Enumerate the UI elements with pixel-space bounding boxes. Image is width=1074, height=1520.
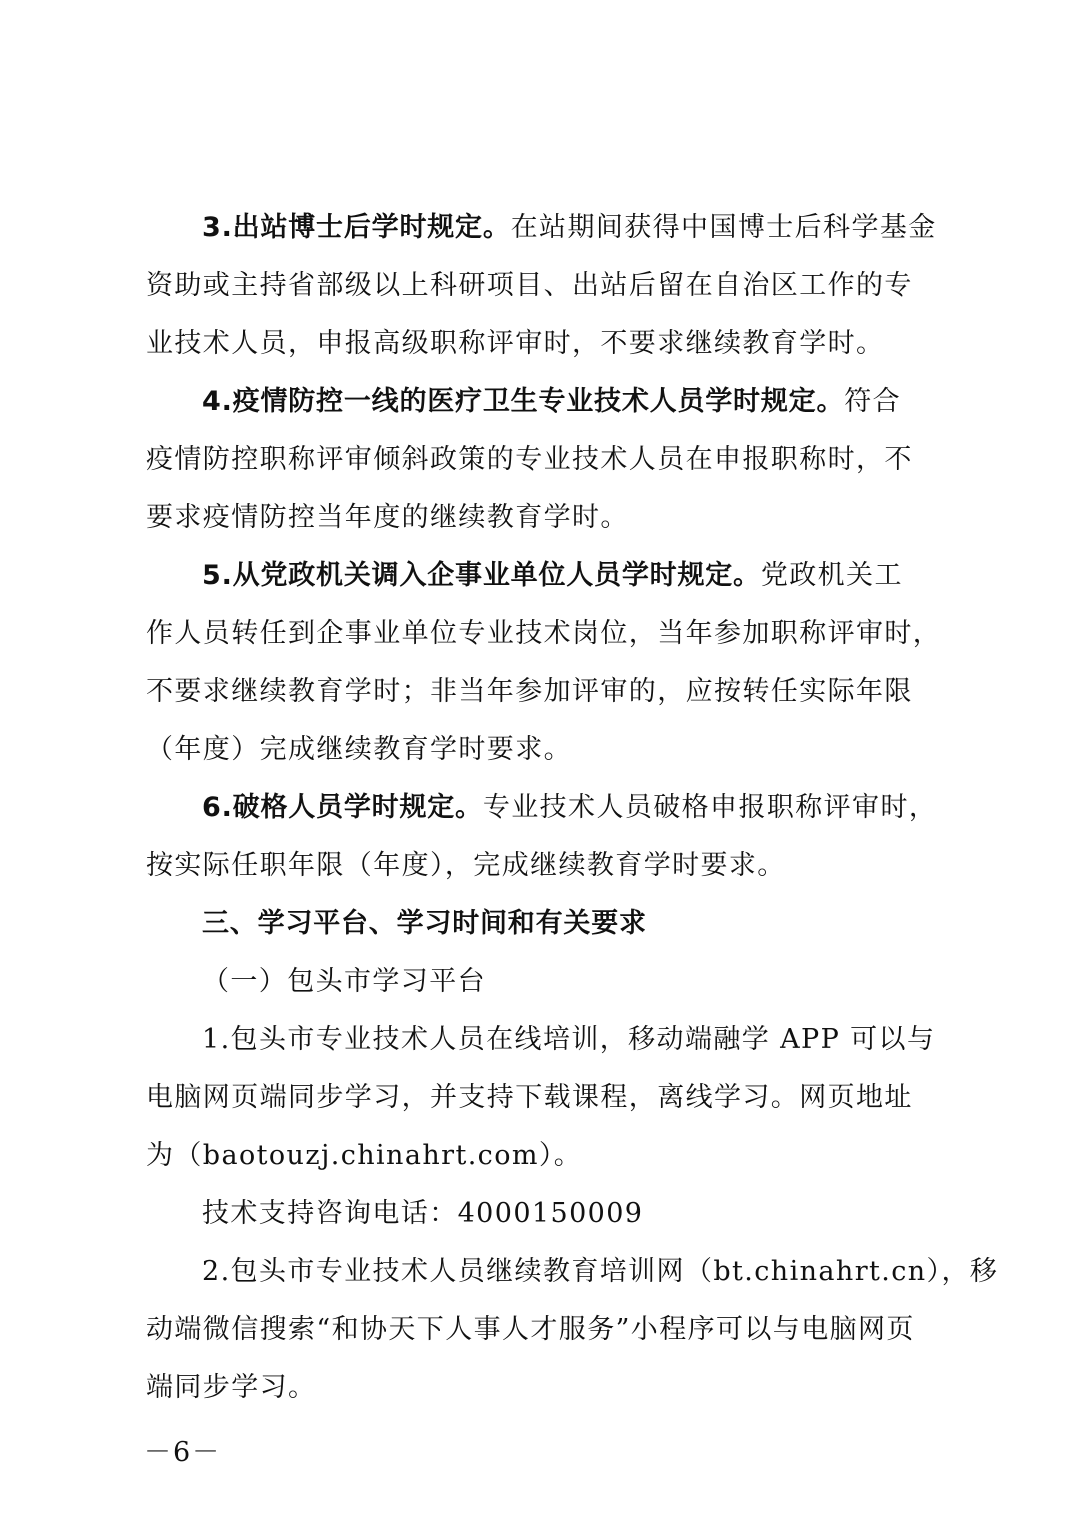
- clause-4-text-3: 要求疫情防控当年度的继续教育学时。: [146, 502, 629, 533]
- platform-item-2-line-2: 动端微信搜索“和协天下人事人才服务”小程序可以与电脑网页: [146, 1314, 915, 1345]
- clause-3-lead: 3.出站博士后学时规定。: [202, 212, 511, 243]
- clause-6-text-2: 按实际任职年限（年度），完成继续教育学时要求。: [146, 850, 786, 881]
- subsection-heading: （一）包头市学习平台: [202, 966, 486, 997]
- clause-5-line-1: [146, 547, 934, 605]
- section-heading: 三、学习平台、学习时间和有关要求: [202, 908, 647, 939]
- clause-5: [146, 547, 942, 779]
- support-phone: [146, 1185, 934, 1243]
- clause-6-lead: 6.破格人员学时规定。: [202, 792, 483, 823]
- platform-item-2-line-1: 2.包头市专业技术人员继续教育培训网（bt.chinahrt.cn），移: [202, 1256, 999, 1287]
- platform-item-1-line-2: 电脑网页端同步学习，并支持下载课程，离线学习。网页地址: [146, 1082, 913, 1113]
- clause-3-text-2: 资助或主持省部级以上科研项目、出站后留在自治区工作的专: [146, 270, 913, 301]
- clause-4: [146, 373, 934, 547]
- clause-4-text-2: 疫情防控职称评审倾斜政策的专业技术人员在申报职称时，不: [146, 444, 913, 475]
- clause-5-text-4: （年度）完成继续教育学时要求。: [146, 734, 572, 765]
- clause-3: [146, 199, 937, 373]
- clause-4-lead: 4.疫情防控一线的医疗卫生专业技术人员学时规定。: [202, 386, 845, 417]
- platform-item-1-line-1: 1.包头市专业技术人员在线培训，移动端融学 APP 可以与: [202, 1024, 936, 1055]
- clause-3-line-1: [146, 199, 937, 257]
- clause-5-lead: 5.从党政机关调入企事业单位人员学时规定。: [202, 560, 761, 591]
- platform-item-2-line-3: 端同步学习。: [146, 1372, 317, 1403]
- page-number: －6－: [144, 1437, 222, 1468]
- clause-4-text-1: 符合: [844, 386, 902, 417]
- clause-6: [146, 779, 938, 895]
- clause-3-text-3: 业技术人员，申报高级职称评审时，不要求继续教育学时。: [146, 328, 885, 359]
- clause-6-text-1: 专业技术人员破格申报职称评审时，: [482, 792, 938, 823]
- support-phone-line: 技术支持咨询电话：4000150009: [202, 1198, 644, 1229]
- platform-item-1-line-3: 为（baotouzj.chinahrt.com）。: [146, 1140, 583, 1171]
- platform-item-2: [146, 1243, 999, 1417]
- clause-5-text-3: 不要求继续教育学时；非当年参加评审的，应按转任实际年限: [146, 676, 913, 707]
- clause-6-line-1: [146, 779, 938, 837]
- clause-5-text-2: 作人员转任到企事业单位专业技术岗位，当年参加职称评审时，: [146, 618, 942, 649]
- document-body: [146, 199, 999, 1417]
- platform-item-1: [146, 1011, 934, 1185]
- clause-5-text-1: 党政机关工: [760, 560, 903, 591]
- clause-3-text-1: 在站期间获得中国博士后科学基金: [510, 212, 937, 243]
- clause-4-line-1: [146, 373, 934, 431]
